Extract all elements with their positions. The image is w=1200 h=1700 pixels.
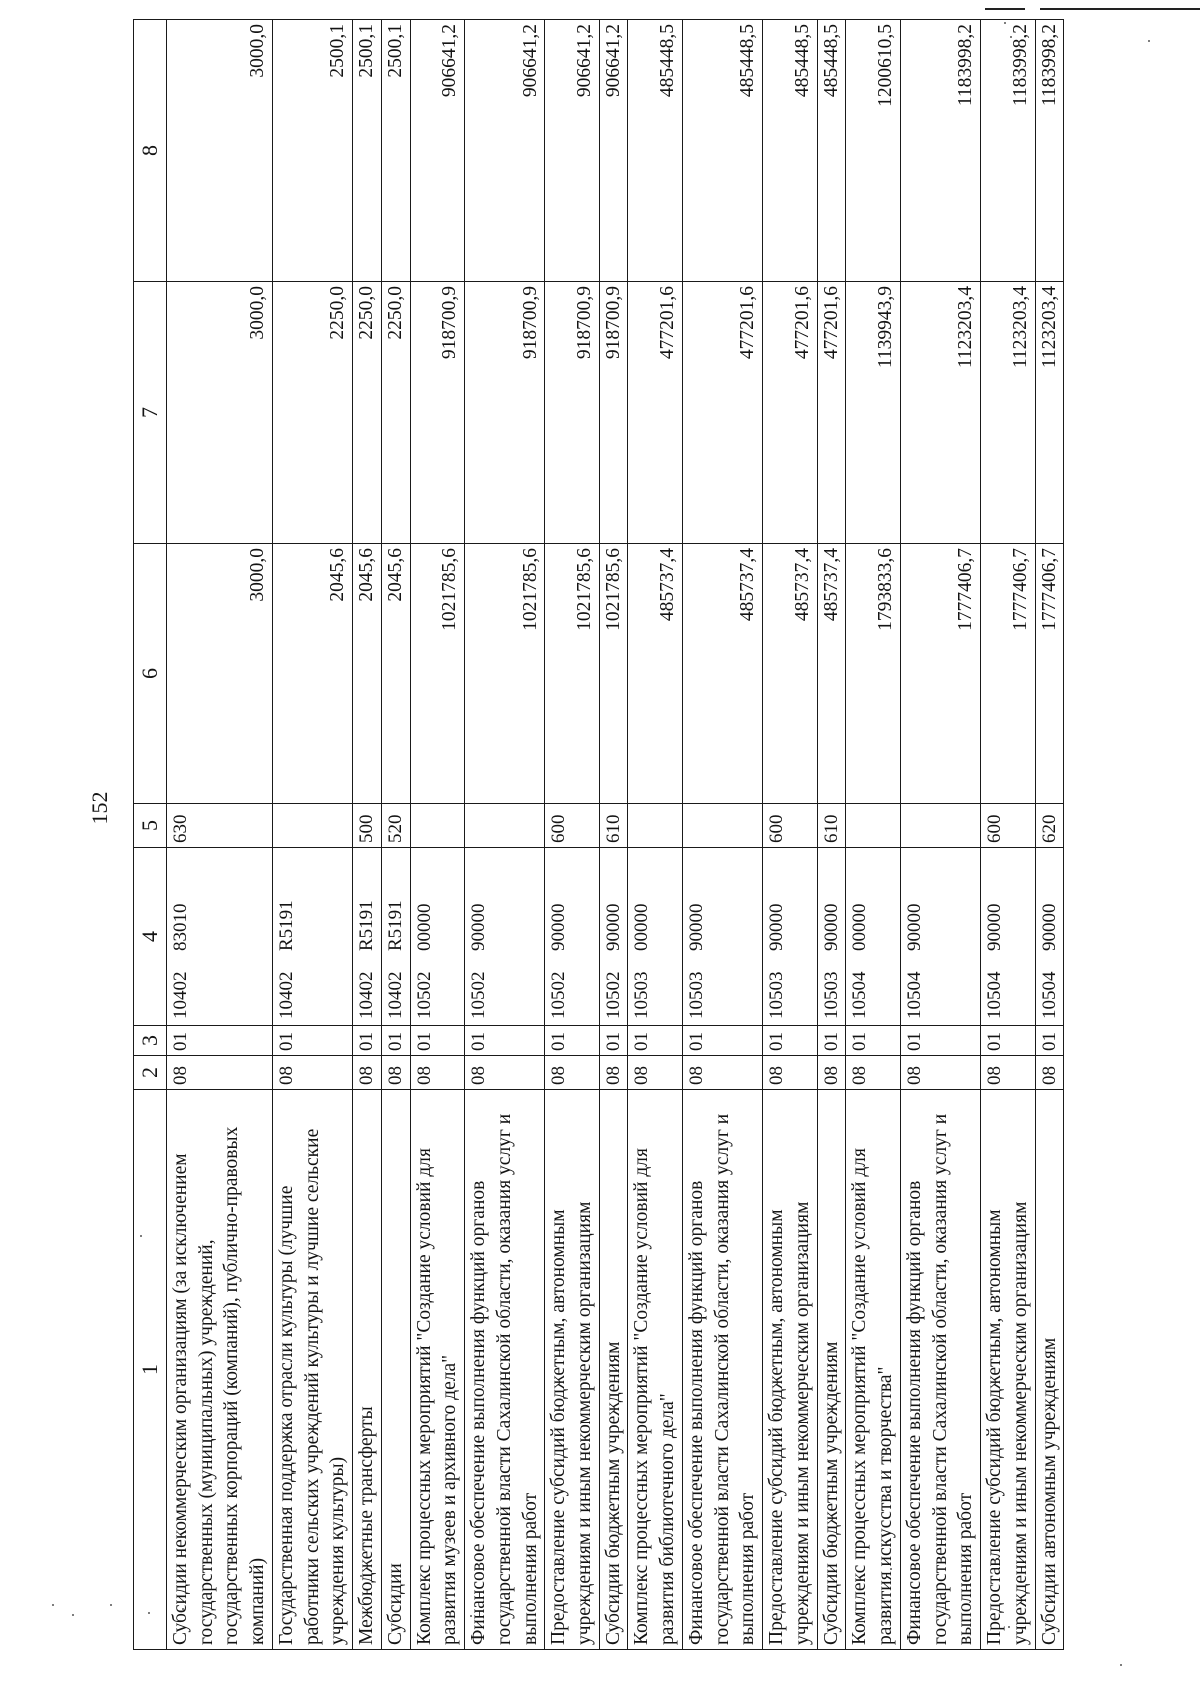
table-row bbox=[900, 20, 980, 1650]
amount-col8-cell: 1200610,5 bbox=[846, 20, 900, 282]
subsection-code-cell: 01 bbox=[763, 1026, 817, 1056]
subsection-code-cell: 01 bbox=[410, 1026, 464, 1056]
target-article-program-code: 10503 bbox=[685, 971, 707, 1019]
amount-col7-cell: 477201,6 bbox=[817, 282, 846, 544]
table-row bbox=[410, 20, 464, 1650]
row-name-cell: Субсидии бюджетным учреждениям bbox=[599, 1090, 628, 1650]
target-article-cell bbox=[381, 848, 410, 1026]
amount-col6-cell: 3000,0 bbox=[167, 544, 273, 804]
scan-speck bbox=[72, 1614, 74, 1616]
subsection-code-cell: 01 bbox=[599, 1026, 628, 1056]
target-article-cell bbox=[682, 848, 762, 1026]
section-code-cell: 08 bbox=[846, 1056, 900, 1090]
section-code-cell: 08 bbox=[763, 1056, 817, 1090]
amount-col6-cell: 2045,6 bbox=[381, 544, 410, 804]
expense-type-cell: 500 bbox=[353, 804, 382, 848]
rotated-table-area bbox=[133, 20, 1173, 1650]
amount-col6-cell: 485737,4 bbox=[817, 544, 846, 804]
target-article-program-code: 10503 bbox=[631, 971, 653, 1019]
amount-col7-cell: 3000,0 bbox=[167, 282, 273, 544]
target-article-cell bbox=[272, 848, 352, 1026]
subsection-code-cell: 01 bbox=[1035, 1026, 1064, 1056]
target-article-direction-code: 83010 bbox=[170, 903, 191, 951]
amount-col6-cell: 485737,4 bbox=[682, 544, 762, 804]
target-article-direction-code: 00000 bbox=[631, 903, 653, 951]
table-row bbox=[465, 20, 545, 1650]
row-name-cell: Субсидии бюджетным учреждениям bbox=[817, 1090, 846, 1650]
target-article-program-code: 10502 bbox=[602, 971, 624, 1019]
amount-col7-cell: 918700,9 bbox=[465, 282, 545, 544]
target-article-cell bbox=[846, 848, 900, 1026]
amount-col8-cell: 906641,2 bbox=[465, 20, 545, 282]
budget-table bbox=[133, 19, 1064, 1650]
column-header: 7 bbox=[134, 282, 167, 544]
amount-col7-cell: 918700,9 bbox=[545, 282, 599, 544]
target-article-direction-code: 00000 bbox=[413, 903, 435, 951]
amount-col6-cell: 1021785,6 bbox=[410, 544, 464, 804]
target-article-direction-code: 90000 bbox=[984, 903, 1006, 951]
target-article-direction-code: R5191 bbox=[356, 900, 378, 951]
column-header: 2 bbox=[134, 1056, 167, 1090]
row-name-cell: Комплекс процессных мероприятий "Создание условий для развития музеев и архивного дела" bbox=[410, 1090, 464, 1650]
amount-col7-cell: 477201,6 bbox=[682, 282, 762, 544]
table-row bbox=[1035, 20, 1064, 1650]
target-article-cell bbox=[981, 848, 1035, 1026]
column-header: 5 bbox=[134, 804, 167, 848]
target-article-direction-code: 90000 bbox=[766, 903, 788, 951]
table-row bbox=[763, 20, 817, 1650]
page-number: 152 bbox=[87, 791, 112, 825]
amount-col6-cell: 2045,6 bbox=[272, 544, 352, 804]
section-code-cell: 08 bbox=[272, 1056, 352, 1090]
amount-col7-cell: 1139943,9 bbox=[846, 282, 900, 544]
column-header: 4 bbox=[134, 848, 167, 1026]
section-code-cell: 08 bbox=[167, 1056, 273, 1090]
amount-col6-cell: 485737,4 bbox=[628, 544, 682, 804]
target-article-direction-code: 90000 bbox=[685, 903, 707, 951]
subsection-code-cell: 01 bbox=[545, 1026, 599, 1056]
row-name-cell: Комплекс процессных мероприятий "Создание условий для развития искусства и творчества" bbox=[846, 1090, 900, 1650]
amount-col8-cell: 485448,5 bbox=[628, 20, 682, 282]
target-article-program-code: 10504 bbox=[1038, 971, 1060, 1019]
amount-col7-cell: 2250,0 bbox=[381, 282, 410, 544]
expense-type-cell bbox=[465, 804, 545, 848]
section-code-cell: 08 bbox=[599, 1056, 628, 1090]
target-article-direction-code: R5191 bbox=[275, 900, 297, 951]
section-code-cell: 08 bbox=[682, 1056, 762, 1090]
row-name-cell: Финансовое обеспечение выполнения функций органов государственной власти Сахалинской области, оказания услуг и выполнения работ bbox=[900, 1090, 980, 1650]
amount-col6-cell: 1777406,7 bbox=[1035, 544, 1064, 804]
amount-col6-cell: 1777406,7 bbox=[981, 544, 1035, 804]
target-article-cell bbox=[353, 848, 382, 1026]
amount-col8-cell: 485448,5 bbox=[682, 20, 762, 282]
row-name-cell: Финансовое обеспечение выполнения функций органов государственной власти Сахалинской области, оказания услуг и выполнения работ bbox=[465, 1090, 545, 1650]
subsection-code-cell: 01 bbox=[353, 1026, 382, 1056]
scan-speck bbox=[110, 1604, 112, 1606]
table-row bbox=[981, 20, 1035, 1650]
amount-col6-cell: 1021785,6 bbox=[465, 544, 545, 804]
amount-col8-cell: 1183998,2 bbox=[981, 20, 1035, 282]
table-row bbox=[599, 20, 628, 1650]
target-article-program-code: 10402 bbox=[384, 971, 406, 1019]
row-name-cell: Финансовое обеспечение выполнения функций органов государственной власти Сахалинской области, оказания услуг и выполнения работ bbox=[682, 1090, 762, 1650]
expense-type-cell bbox=[682, 804, 762, 848]
expense-type-cell bbox=[410, 804, 464, 848]
amount-col6-cell: 485737,4 bbox=[763, 544, 817, 804]
expense-type-cell: 600 bbox=[545, 804, 599, 848]
row-name-cell: Субсидии автономным учреждениям bbox=[1035, 1090, 1064, 1650]
target-article-cell bbox=[410, 848, 464, 1026]
section-code-cell: 08 bbox=[981, 1056, 1035, 1090]
target-article-program-code: 10504 bbox=[849, 971, 871, 1019]
expense-type-cell bbox=[900, 804, 980, 848]
subsection-code-cell: 01 bbox=[846, 1026, 900, 1056]
target-article-cell bbox=[599, 848, 628, 1026]
amount-col8-cell: 906641,2 bbox=[410, 20, 464, 282]
subsection-code-cell: 01 bbox=[381, 1026, 410, 1056]
row-name-cell: Субсидии bbox=[381, 1090, 410, 1650]
target-article-program-code: 10502 bbox=[413, 971, 435, 1019]
expense-type-cell: 600 bbox=[981, 804, 1035, 848]
amount-col8-cell: 485448,5 bbox=[817, 20, 846, 282]
target-article-direction-code: 90000 bbox=[903, 903, 925, 951]
amount-col8-cell: 906641,2 bbox=[545, 20, 599, 282]
table-header-row bbox=[134, 20, 167, 1650]
amount-col6-cell: 1021785,6 bbox=[599, 544, 628, 804]
section-code-cell: 08 bbox=[465, 1056, 545, 1090]
table-row bbox=[353, 20, 382, 1650]
target-article-program-code: 10503 bbox=[766, 971, 788, 1019]
amount-col7-cell: 1123203,4 bbox=[900, 282, 980, 544]
amount-col7-cell: 477201,6 bbox=[763, 282, 817, 544]
target-article-program-code: 10504 bbox=[903, 971, 925, 1019]
subsection-code-cell: 01 bbox=[900, 1026, 980, 1056]
expense-type-cell: 630 bbox=[167, 804, 273, 848]
subsection-code-cell: 01 bbox=[817, 1026, 846, 1056]
row-name-cell: Предоставление субсидий бюджетным, автономным учреждениям и иным некоммерческим организациям bbox=[545, 1090, 599, 1650]
expense-type-cell: 610 bbox=[599, 804, 628, 848]
amount-col8-cell: 2500,1 bbox=[272, 20, 352, 282]
table-row bbox=[682, 20, 762, 1650]
table-row bbox=[167, 20, 273, 1650]
target-article-cell bbox=[465, 848, 545, 1026]
amount-col8-cell: 3000,0 bbox=[167, 20, 273, 282]
row-name-cell: Предоставление субсидий бюджетным, автономным учреждениям и иным некоммерческим организациям bbox=[763, 1090, 817, 1650]
row-name-cell: Межбюджетные трансферты bbox=[353, 1090, 382, 1650]
target-article-cell bbox=[167, 848, 273, 1026]
section-code-cell: 08 bbox=[381, 1056, 410, 1090]
amount-col8-cell: 1183998,2 bbox=[1035, 20, 1064, 282]
subsection-code-cell: 01 bbox=[272, 1026, 352, 1056]
expense-type-cell bbox=[628, 804, 682, 848]
amount-col8-cell: 2500,1 bbox=[353, 20, 382, 282]
amount-col7-cell: 2250,0 bbox=[353, 282, 382, 544]
table-row bbox=[381, 20, 410, 1650]
scan-speck bbox=[1120, 1664, 1122, 1666]
amount-col7-cell: 1123203,4 bbox=[1035, 282, 1064, 544]
expense-type-cell: 520 bbox=[381, 804, 410, 848]
column-header: 6 bbox=[134, 544, 167, 804]
target-article-program-code: 10502 bbox=[548, 971, 570, 1019]
row-name-cell: Государственная поддержка отрасли культуры (лучшие работники сельских учреждений культуры и лучшие сельские учреждения культуры) bbox=[272, 1090, 352, 1650]
target-article-program-code: 10402 bbox=[356, 971, 378, 1019]
amount-col6-cell: 2045,6 bbox=[353, 544, 382, 804]
amount-col7-cell: 1123203,4 bbox=[981, 282, 1035, 544]
scan-edge-line bbox=[985, 8, 1025, 10]
section-code-cell: 08 bbox=[410, 1056, 464, 1090]
amount-col6-cell: 1793833,6 bbox=[846, 544, 900, 804]
section-code-cell: 08 bbox=[900, 1056, 980, 1090]
target-article-direction-code: 90000 bbox=[468, 903, 490, 951]
target-article-direction-code: 90000 bbox=[548, 903, 570, 951]
target-article-direction-code: 90000 bbox=[820, 903, 842, 951]
amount-col7-cell: 477201,6 bbox=[628, 282, 682, 544]
target-article-cell bbox=[817, 848, 846, 1026]
target-article-direction-code: 00000 bbox=[849, 903, 871, 951]
target-article-direction-code: 90000 bbox=[1038, 903, 1060, 951]
target-article-cell bbox=[1035, 848, 1064, 1026]
expense-type-cell: 600 bbox=[763, 804, 817, 848]
target-article-cell bbox=[628, 848, 682, 1026]
section-code-cell: 08 bbox=[817, 1056, 846, 1090]
target-article-program-code: 10504 bbox=[984, 971, 1006, 1019]
table-row bbox=[846, 20, 900, 1650]
amount-col7-cell: 918700,9 bbox=[410, 282, 464, 544]
expense-type-cell bbox=[846, 804, 900, 848]
scan-edge-line bbox=[1040, 8, 1200, 10]
amount-col8-cell: 485448,5 bbox=[763, 20, 817, 282]
row-name-cell: Субсидии некоммерческим организациям (за исключением государственных (муниципальных) учреждений, государственных корпораций (компаний), публично-правовых компаний) bbox=[167, 1090, 273, 1650]
subsection-code-cell: 01 bbox=[981, 1026, 1035, 1056]
section-code-cell: 08 bbox=[353, 1056, 382, 1090]
column-header: 3 bbox=[134, 1026, 167, 1056]
amount-col6-cell: 1777406,7 bbox=[900, 544, 980, 804]
subsection-code-cell: 01 bbox=[167, 1026, 273, 1056]
target-article-program-code: 10503 bbox=[820, 971, 842, 1019]
subsection-code-cell: 01 bbox=[465, 1026, 545, 1056]
amount-col8-cell: 2500,1 bbox=[381, 20, 410, 282]
amount-col7-cell: 918700,9 bbox=[599, 282, 628, 544]
amount-col8-cell: 1183998,2 bbox=[900, 20, 980, 282]
target-article-program-code: 10402 bbox=[170, 971, 191, 1019]
amount-col7-cell: 2250,0 bbox=[272, 282, 352, 544]
expense-type-cell: 620 bbox=[1035, 804, 1064, 848]
section-code-cell: 08 bbox=[545, 1056, 599, 1090]
row-name-cell: Предоставление субсидий бюджетным, автономным учреждениям и иным некоммерческим организациям bbox=[981, 1090, 1035, 1650]
table-row bbox=[817, 20, 846, 1650]
row-name-cell: Комплекс процессных мероприятий "Создание условий для развития библиотечного дела" bbox=[628, 1090, 682, 1650]
section-code-cell: 08 bbox=[1035, 1056, 1064, 1090]
target-article-program-code: 10502 bbox=[468, 971, 490, 1019]
column-header: 8 bbox=[134, 20, 167, 282]
target-article-cell bbox=[900, 848, 980, 1026]
table-row bbox=[628, 20, 682, 1650]
target-article-program-code: 10402 bbox=[275, 971, 297, 1019]
expense-type-cell: 610 bbox=[817, 804, 846, 848]
subsection-code-cell: 01 bbox=[628, 1026, 682, 1056]
scan-speck bbox=[52, 1604, 54, 1606]
table-row bbox=[545, 20, 599, 1650]
subsection-code-cell: 01 bbox=[682, 1026, 762, 1056]
amount-col6-cell: 1021785,6 bbox=[545, 544, 599, 804]
section-code-cell: 08 bbox=[628, 1056, 682, 1090]
amount-col8-cell: 906641,2 bbox=[599, 20, 628, 282]
target-article-cell bbox=[763, 848, 817, 1026]
expense-type-cell bbox=[272, 804, 352, 848]
target-article-cell bbox=[545, 848, 599, 1026]
target-article-direction-code: R5191 bbox=[384, 900, 406, 951]
table-row bbox=[272, 20, 352, 1650]
column-header: 1 bbox=[134, 1090, 167, 1650]
target-article-direction-code: 90000 bbox=[602, 903, 624, 951]
